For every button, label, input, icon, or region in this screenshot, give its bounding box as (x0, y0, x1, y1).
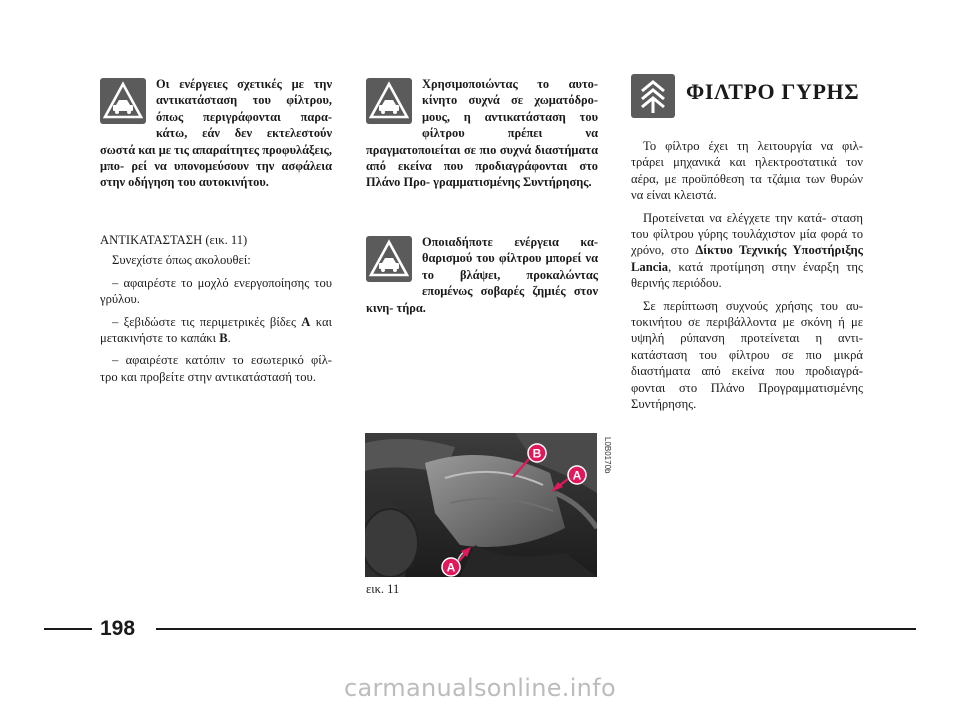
step-1: – αφαιρέστε το μοχλό ενεργοποίησης του γρύλου. (100, 275, 332, 307)
pollen-filter-text (631, 138, 863, 419)
step-3: – αφαιρέστε κατόπιν το εσωτερικό φίλ- τρο και προβείτε στην αντικατάστασή του. (100, 353, 332, 384)
step-2: – ξεβιδώστε τις περιμετρικές βίδες A και μετακινήστε το καπάκι B. (100, 314, 332, 346)
paragraph-2: Προτείνεται να ελέγχετε την κατά- σταση του φίλτρου γύρης τουλάχιστον μία φορά το χρόνο, στο Δίκτυο Τεχνικής Υποστήριξης Lancia, κατά προτίμηση στην έναρξη της θερινής περιόδου. (631, 210, 863, 291)
watermark: carmanualsonline.info (344, 674, 616, 702)
footer-rule-right (156, 628, 916, 630)
page-number: 198 (100, 617, 136, 640)
airflow-chevron-icon (631, 74, 675, 118)
car-on-road-warning-icon (366, 236, 412, 282)
section-heading (631, 74, 891, 120)
figure-11-photo (365, 433, 597, 577)
engine-bay-illustration (365, 433, 597, 577)
paragraph-1: Το φίλτρο έχει τη λειτουργία να φιλ- τράρει μηχανικά και ηλεκτροστατικά τον αέρα, με προϋπόθεση τα τζάμια των θυρών να είναι κλειστά. (631, 139, 863, 203)
replacement-section (100, 232, 332, 391)
label-a: A (301, 314, 311, 329)
paragraph-3: Σε περίπτωση συχνούς χρήσης του αυ- τοκινήτου σε περιβάλλοντα με σκόνη ή με υψηλή ρύπανση προτείνεται η αντι- κατάσταση του φίλτρου σε πιο μικρά διαστήματα από εκείνα που προδιαγρά- φονται στο Πλάνο Προγραμματισμένης Συντήρησης. (631, 298, 863, 412)
replacement-ref: (εικ. 11) (205, 233, 248, 247)
page-title: ΦΙΛΤΡΟ ΓΥΡΗΣ (686, 79, 860, 104)
warning-text: Οποιαδήποτε ενέργεια κα- θαρισμού του φίλτρου μπορεί να το βλάψει, προκαλώντας επομένως σοβαρές ζημιές στον κινη- τήρα. (366, 235, 598, 315)
warning-text: Οι ενέργειες σχετικές με την αντικατάσταση του φίλτρου, όπως περιγράφονται παρα- κάτω, εάν δεν εκτελεστούν σωστά και με τις απαραίτητες προφυλάξεις, μπο- ρεί να υπονομεύσουν την ασφάλεια στην οδήγηση του αυτοκινήτου. (100, 77, 332, 190)
figure-label-a-bottom: A (446, 560, 456, 575)
figure-caption: εικ. 11 (366, 582, 400, 596)
label-b: B (219, 331, 228, 346)
middle-warning-2 (366, 234, 598, 316)
replacement-intro: Συνεχίστε όπως ακολουθεί: (112, 253, 251, 268)
replacement-heading: ΑΝΤΙΚΑΤΑΣΤΑΣΗ (100, 233, 203, 247)
service-network-name: Δίκτυο Τεχνικής Υποστήριξης Lancia (631, 243, 863, 274)
car-on-road-warning-icon (366, 78, 412, 124)
car-on-road-warning-icon (100, 78, 146, 124)
footer-rule-left (44, 628, 92, 630)
warning-text: Χρησιμοποιώντας το αυτο- κίνητο συχνά σε χωματόδρο- μους, η αντικατάσταση του φίλτρου πρέπει να πραγματοποιείται σε πιο συχνά διαστήματα από εκείνα που προδιαγράφονται στο Πλάνο Προ- γραμματισμένης Συντήρησης. (366, 77, 598, 190)
middle-warning-1 (366, 76, 598, 191)
figure-label-b: B (532, 446, 542, 461)
left-warning (100, 76, 332, 191)
figure-label-a-right: A (572, 468, 582, 483)
figure-code: L0B0170b (603, 437, 612, 474)
